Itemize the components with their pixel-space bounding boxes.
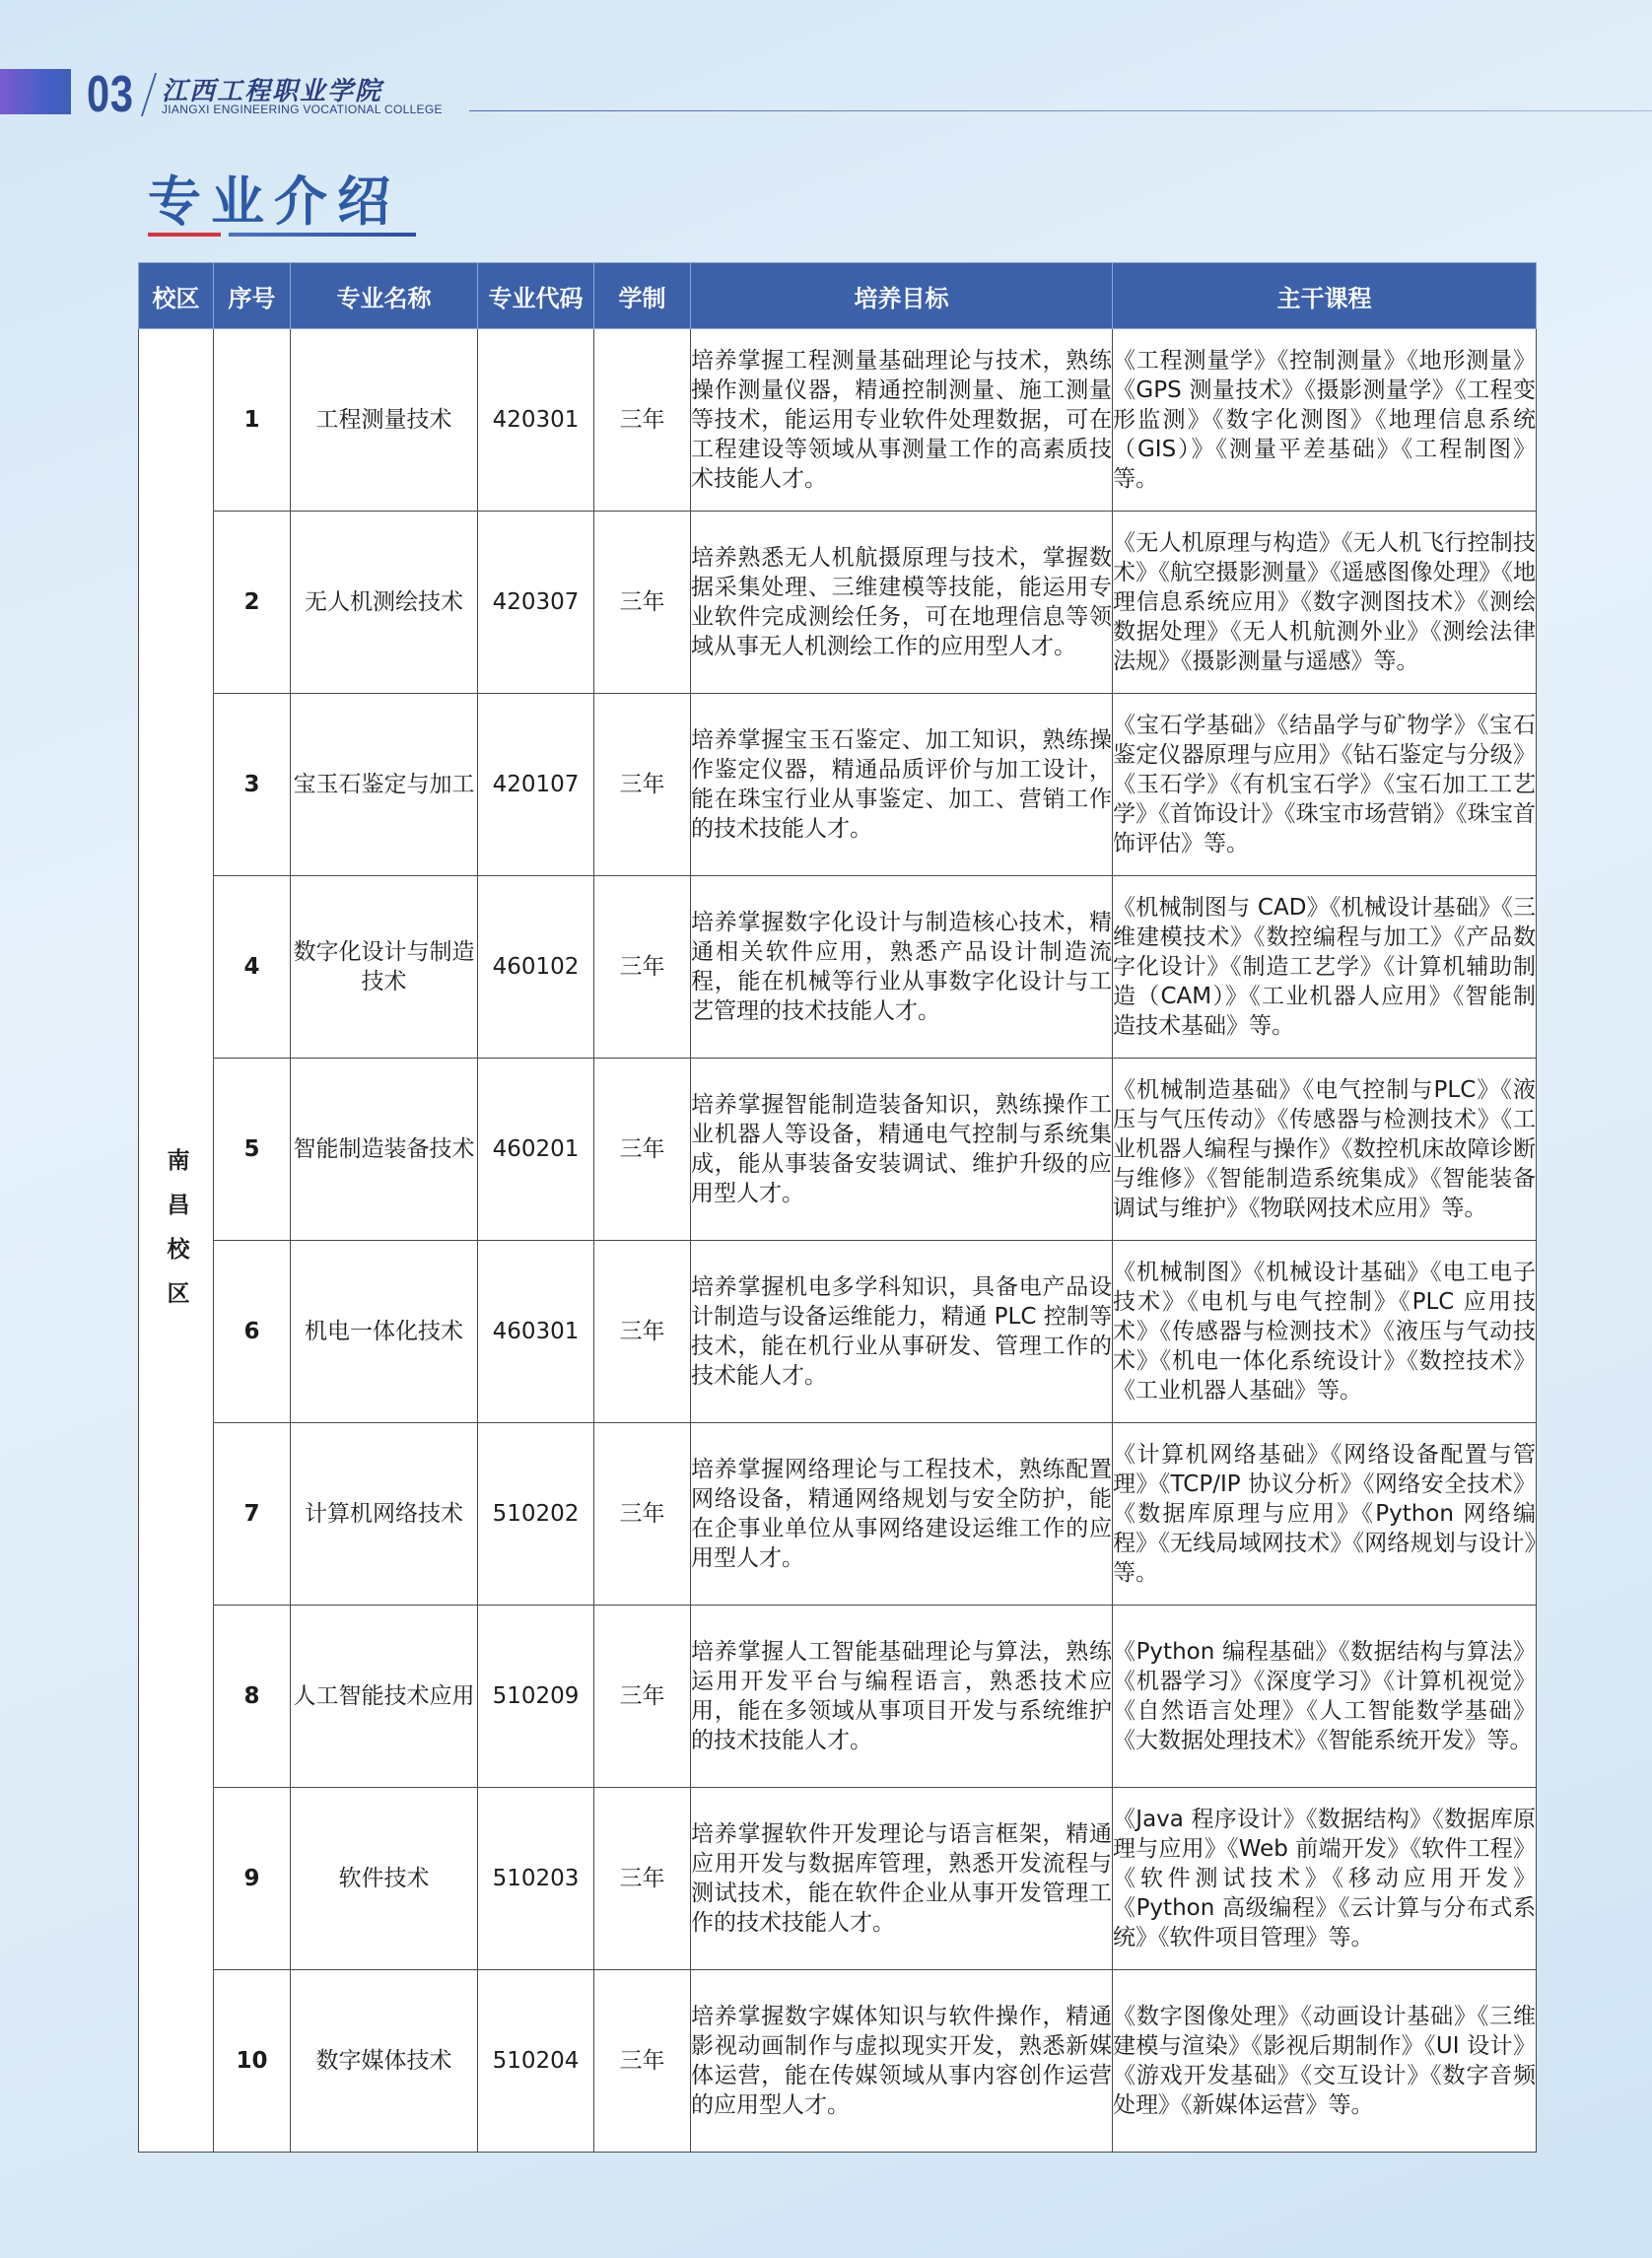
seq-cell: 2 (214, 512, 291, 694)
table-header-row (139, 263, 1537, 329)
courses-cell: 《Python 编程基础》《数据结构与算法》《机器学习》《深度学习》《计算机视觉》《自然语言处理》《人工智能数学基础》《大数据处理技术》《智能系统开发》等。 (1113, 1606, 1537, 1788)
goal-cell: 培养掌握智能制造装备知识，熟练操作工业机器人等设备，精通电气控制与系统集成，能从事装备安装调试、维护升级的应用型人才。 (691, 1059, 1113, 1241)
courses-cell: 《无人机原理与构造》《无人机飞行控制技术》《航空摄影测量》《遥感图像处理》《地理信息系统应用》《数字测图技术》《测绘数据处理》《无人机航测外业》《测绘法律法规》《摄影测量与遥感》等。 (1113, 512, 1537, 694)
major-name-cell: 数字化设计与制造技术 (291, 876, 478, 1059)
majors-table (138, 262, 1537, 2153)
courses-cell: 《机械制造基础》《电气控制与PLC》《液压与气压传动》《传感器与检测技术》《工业机器人编程与操作》《数控机床故障诊断与维修》《智能制造系统集成》《智能装备调试与维护》《物联网技术应用》等。 (1113, 1059, 1537, 1241)
header-divider (469, 110, 1652, 111)
header-major-code: 专业代码 (478, 263, 594, 329)
goal-cell: 培养掌握宝玉石鉴定、加工知识，熟练操作鉴定仪器，精通品质评价与加工设计，能在珠宝行业从事鉴定、加工、营销工作的技术技能人才。 (691, 694, 1113, 876)
major-name-cell: 无人机测绘技术 (291, 512, 478, 694)
seq-cell: 3 (214, 694, 291, 876)
seq-cell: 6 (214, 1241, 291, 1423)
duration-cell: 三年 (594, 1970, 691, 2153)
campus-label: 南昌校区 (163, 1147, 189, 1326)
major-code-cell: 460201 (478, 1059, 594, 1241)
table-row (139, 876, 1537, 1059)
duration-cell: 三年 (594, 1423, 691, 1606)
table-row (139, 694, 1537, 876)
page-number: 03 (87, 66, 134, 123)
header-accent-bar (0, 69, 71, 114)
courses-cell: 《Java 程序设计》《数据结构》《数据库原理与应用》《Web 前端开发》《软件工程》《软件测试技术》《移动应用开发》《Python 高级编程》《云计算与分布式系统》《软件项目管理》等。 (1113, 1788, 1537, 1970)
goal-cell: 培养掌握数字化设计与制造核心技术，精通相关软件应用，熟悉产品设计制造流程，能在机械等行业从事数字化设计与工艺管理的技术技能人才。 (691, 876, 1113, 1059)
major-code-cell: 510204 (478, 1970, 594, 2153)
header-seq: 序号 (214, 263, 291, 329)
goal-cell: 培养掌握机电多学科知识，具备电产品设计制造与设备运维能力，精通 PLC 控制等技术，能在机行业从事研发、管理工作的技术能人才。 (691, 1241, 1113, 1423)
table-row (139, 1788, 1537, 1970)
table-row (139, 1423, 1537, 1606)
goal-cell: 培养掌握人工智能基础理论与算法，熟练运用开发平台与编程语言，熟悉技术应用，能在多领域从事项目开发与系统维护的技术技能人才。 (691, 1606, 1113, 1788)
title-underline-blue (229, 233, 416, 237)
duration-cell: 三年 (594, 1606, 691, 1788)
header-slash (141, 73, 157, 116)
seq-cell: 8 (214, 1606, 291, 1788)
campus-cell (139, 329, 214, 2153)
seq-cell: 1 (214, 329, 291, 512)
seq-cell: 9 (214, 1788, 291, 1970)
table-row (139, 329, 1537, 512)
major-code-cell: 460102 (478, 876, 594, 1059)
major-name-cell: 工程测量技术 (291, 329, 478, 512)
major-name-cell: 智能制造装备技术 (291, 1059, 478, 1241)
duration-cell: 三年 (594, 876, 691, 1059)
duration-cell: 三年 (594, 512, 691, 694)
duration-cell: 三年 (594, 329, 691, 512)
major-name-cell: 机电一体化技术 (291, 1241, 478, 1423)
major-name-cell: 数字媒体技术 (291, 1970, 478, 2153)
header-campus: 校区 (139, 263, 214, 329)
duration-cell: 三年 (594, 1241, 691, 1423)
major-code-cell: 510202 (478, 1423, 594, 1606)
seq-cell: 7 (214, 1423, 291, 1606)
duration-cell: 三年 (594, 1788, 691, 1970)
table-row (139, 1606, 1537, 1788)
goal-cell: 培养掌握软件开发理论与语言框架，精通应用开发与数据库管理，熟悉开发流程与测试技术，能在软件企业从事开发管理工作的技术技能人才。 (691, 1788, 1113, 1970)
courses-cell: 《计算机网络基础》《网络设备配置与管理》《TCP/IP 协议分析》《网络安全技术》《数据库原理与应用》《Python 网络编程》《无线局域网技术》《网络规划与设计》等。 (1113, 1423, 1537, 1606)
major-code-cell: 510203 (478, 1788, 594, 1970)
seq-cell: 5 (214, 1059, 291, 1241)
major-name-cell: 计算机网络技术 (291, 1423, 478, 1606)
major-code-cell: 510209 (478, 1606, 594, 1788)
goal-cell: 培养掌握数字媒体知识与软件操作，精通影视动画制作与虚拟现实开发，熟悉新媒体运营，能在传媒领域从事内容创作运营的应用型人才。 (691, 1970, 1113, 2153)
header-courses: 主干课程 (1113, 263, 1537, 329)
major-code-cell: 420301 (478, 329, 594, 512)
goal-cell: 培养熟悉无人机航摄原理与技术，掌握数据采集处理、三维建模等技能，能运用专业软件完成测绘任务，可在地理信息等领域从事无人机测绘工作的应用型人才。 (691, 512, 1113, 694)
table-row (139, 1059, 1537, 1241)
courses-cell: 《机械制图与 CAD》《机械设计基础》《三维建模技术》《数控编程与加工》《产品数字化设计》《制造工艺学》《计算机辅助制造（CAM）》《工业机器人应用》《智能制造技术基础》等。 (1113, 876, 1537, 1059)
college-name-en: JIANGXI ENGINEERING VOCATIONAL COLLEGE (162, 103, 443, 116)
seq-cell: 4 (214, 876, 291, 1059)
college-name-cn: 江西工程职业学院 (162, 77, 383, 106)
duration-cell: 三年 (594, 694, 691, 876)
major-code-cell: 420307 (478, 512, 594, 694)
major-name-cell: 宝玉石鉴定与加工 (291, 694, 478, 876)
major-name-cell: 人工智能技术应用 (291, 1606, 478, 1788)
goal-cell: 培养掌握网络理论与工程技术，熟练配置网络设备，精通网络规划与安全防护，能在企事业单位从事网络建设运维工作的应用型人才。 (691, 1423, 1113, 1606)
major-name-cell: 软件技术 (291, 1788, 478, 1970)
major-code-cell: 420107 (478, 694, 594, 876)
header-goal: 培养目标 (691, 263, 1113, 329)
table-row (139, 1970, 1537, 2153)
table-row (139, 1241, 1537, 1423)
courses-cell: 《工程测量学》《控制测量》《地形测量》《GPS 测量技术》《摄影测量学》《工程变形监测》《数字化测图》《地理信息系统（GIS）》《测量平差基础》《工程制图》等。 (1113, 329, 1537, 512)
section-title: 专业介绍 (148, 171, 400, 233)
table-row (139, 512, 1537, 694)
header-duration: 学制 (594, 263, 691, 329)
duration-cell: 三年 (594, 1059, 691, 1241)
courses-cell: 《机械制图》《机械设计基础》《电工电子技术》《电机与电气控制》《PLC 应用技术》《传感器与检测技术》《液压与气动技术》《机电一体化系统设计》《数控技术》《工业机器人基础》等。 (1113, 1241, 1537, 1423)
courses-cell: 《宝石学基础》《结晶学与矿物学》《宝石鉴定仪器原理与应用》《钻石鉴定与分级》《玉石学》《有机宝石学》《宝石加工工艺学》《首饰设计》《珠宝市场营销》《珠宝首饰评估》等。 (1113, 694, 1537, 876)
seq-cell: 10 (214, 1970, 291, 2153)
goal-cell: 培养掌握工程测量基础理论与技术，熟练操作测量仪器，精通控制测量、施工测量等技术，能运用专业软件处理数据，可在工程建设等领域从事测量工作的高素质技术技能人才。 (691, 329, 1113, 512)
major-code-cell: 460301 (478, 1241, 594, 1423)
header-major-name: 专业名称 (291, 263, 478, 329)
title-underline-red (148, 233, 221, 237)
courses-cell: 《数字图像处理》《动画设计基础》《三维建模与渲染》《影视后期制作》《UI 设计》《游戏开发基础》《交互设计》《数字音频处理》《新媒体运营》等。 (1113, 1970, 1537, 2153)
